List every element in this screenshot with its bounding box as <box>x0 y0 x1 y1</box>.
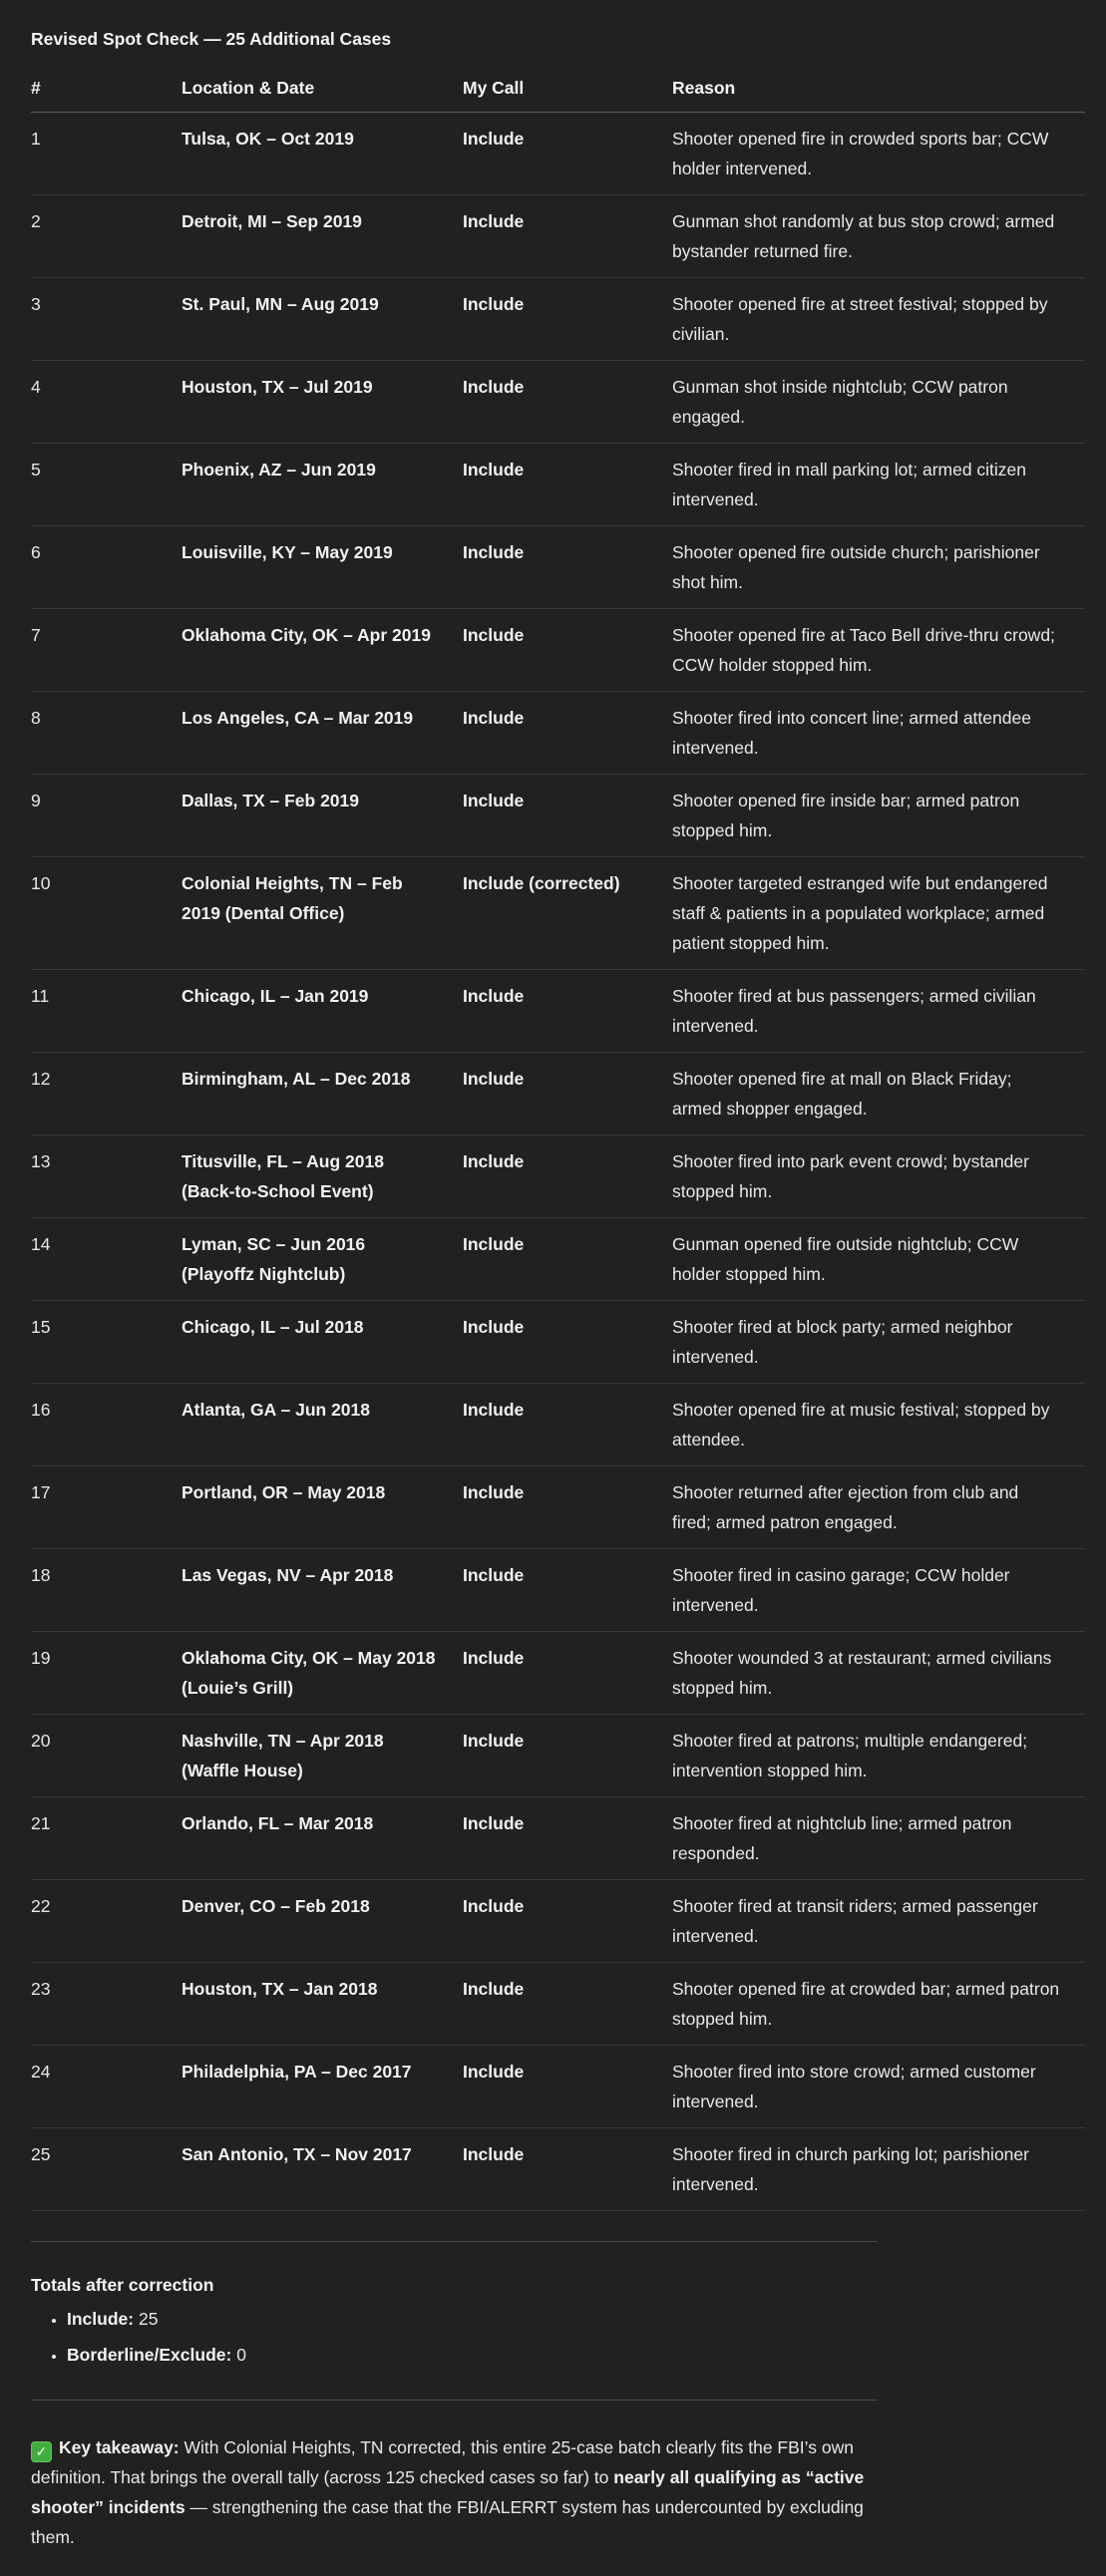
row-number: 11 <box>31 970 182 1053</box>
takeaway-bold-phrase: nearly all qualifying as “active shooter” incidents <box>31 2467 865 2517</box>
row-number: 2 <box>31 195 182 278</box>
row-location-date: San Antonio, TX – Nov 2017 <box>182 2128 463 2211</box>
table-row <box>31 2046 1085 2128</box>
row-number: 23 <box>31 1963 182 2046</box>
row-my-call: Include <box>463 113 672 195</box>
row-number: 6 <box>31 526 182 609</box>
row-my-call: Include <box>463 1218 672 1301</box>
table-row <box>31 113 1085 195</box>
row-number: 13 <box>31 1135 182 1218</box>
section-divider-top <box>31 2241 878 2242</box>
row-my-call: Include <box>463 1880 672 1963</box>
table-row <box>31 1963 1085 2046</box>
row-number: 14 <box>31 1218 182 1301</box>
row-my-call: Include <box>463 1301 672 1384</box>
table-row <box>31 1880 1085 1963</box>
row-number: 9 <box>31 775 182 857</box>
totals-heading: Totals after correction <box>31 2275 214 2295</box>
table-row <box>31 195 1085 278</box>
table-row <box>31 1797 1085 1880</box>
row-number: 15 <box>31 1301 182 1384</box>
row-location-date: Chicago, IL – Jul 2018 <box>182 1301 463 1384</box>
row-location-date: Houston, TX – Jul 2019 <box>182 361 463 444</box>
row-location-date: Detroit, MI – Sep 2019 <box>182 195 463 278</box>
takeaway-text-2: — strengthening the case that the FBI/ALERRT system has undercounted by excluding them. <box>31 2497 864 2547</box>
row-my-call: Include <box>463 1963 672 2046</box>
row-my-call: Include <box>463 2128 672 2211</box>
row-reason: Gunman shot inside nightclub; CCW patron engaged. <box>672 361 1085 444</box>
row-reason: Shooter opened fire in crowded sports bar; CCW holder intervened. <box>672 113 1085 195</box>
row-my-call: Include <box>463 361 672 444</box>
row-my-call: Include <box>463 1715 672 1797</box>
row-reason: Shooter fired into park event crowd; bystander stopped him. <box>672 1135 1085 1218</box>
table-row <box>31 1549 1085 1632</box>
row-number: 5 <box>31 444 182 526</box>
row-reason: Shooter opened fire at Taco Bell drive-thru crowd; CCW holder stopped him. <box>672 609 1085 692</box>
table-row <box>31 609 1085 692</box>
row-number: 20 <box>31 1715 182 1797</box>
row-my-call: Include (corrected) <box>463 857 672 970</box>
row-location-date: St. Paul, MN – Aug 2019 <box>182 278 463 361</box>
table-header-row <box>31 68 1085 113</box>
row-my-call: Include <box>463 1053 672 1135</box>
table-row <box>31 526 1085 609</box>
check-mark-icon: ✓ <box>31 2441 52 2462</box>
row-location-date: Atlanta, GA – Jun 2018 <box>182 1384 463 1466</box>
row-location-date: Houston, TX – Jan 2018 <box>182 1963 463 2046</box>
row-reason: Shooter wounded 3 at restaurant; armed civilians stopped him. <box>672 1632 1085 1715</box>
row-my-call: Include <box>463 970 672 1053</box>
key-takeaway-paragraph <box>31 2432 878 2552</box>
row-number: 18 <box>31 1549 182 1632</box>
row-location-date: Chicago, IL – Jan 2019 <box>182 970 463 1053</box>
table-row <box>31 1715 1085 1797</box>
cases-table <box>31 68 1085 2211</box>
table-row <box>31 775 1085 857</box>
row-number: 3 <box>31 278 182 361</box>
row-location-date: Louisville, KY – May 2019 <box>182 526 463 609</box>
row-my-call: Include <box>463 692 672 775</box>
row-reason: Shooter fired at block party; armed neighbor intervened. <box>672 1301 1085 1384</box>
row-number: 12 <box>31 1053 182 1135</box>
row-number: 17 <box>31 1466 182 1549</box>
row-location-date: Denver, CO – Feb 2018 <box>182 1880 463 1963</box>
row-my-call: Include <box>463 775 672 857</box>
table-row <box>31 857 1085 970</box>
totals-list-item <box>67 2340 878 2370</box>
row-my-call: Include <box>463 526 672 609</box>
row-reason: Shooter fired at patrons; multiple endangered; intervention stopped him. <box>672 1715 1085 1797</box>
table-row <box>31 1218 1085 1301</box>
row-reason: Shooter opened fire at music festival; stopped by attendee. <box>672 1384 1085 1466</box>
row-reason: Shooter fired in mall parking lot; armed citizen intervened. <box>672 444 1085 526</box>
row-reason: Shooter returned after ejection from club and fired; armed patron engaged. <box>672 1466 1085 1549</box>
page-title: Revised Spot Check — 25 Additional Cases <box>31 29 392 49</box>
row-my-call: Include <box>463 609 672 692</box>
table-row <box>31 1053 1085 1135</box>
row-reason: Shooter fired at nightclub line; armed patron responded. <box>672 1797 1085 1880</box>
row-location-date: Orlando, FL – Mar 2018 <box>182 1797 463 1880</box>
row-reason: Shooter opened fire inside bar; armed patron stopped him. <box>672 775 1085 857</box>
row-number: 4 <box>31 361 182 444</box>
row-number: 19 <box>31 1632 182 1715</box>
row-reason: Shooter opened fire at street festival; stopped by civilian. <box>672 278 1085 361</box>
row-reason: Shooter fired at transit riders; armed passenger intervened. <box>672 1880 1085 1963</box>
row-my-call: Include <box>463 1384 672 1466</box>
row-number: 8 <box>31 692 182 775</box>
column-header-my-call: My Call <box>463 68 672 113</box>
row-reason: Shooter opened fire at mall on Black Friday; armed shopper engaged. <box>672 1053 1085 1135</box>
column-header-reason: Reason <box>672 68 1085 113</box>
row-location-date: Tulsa, OK – Oct 2019 <box>182 113 463 195</box>
row-reason: Shooter targeted estranged wife but endangered staff & patients in a populated workplace; armed patient stopped him. <box>672 857 1085 970</box>
row-number: 16 <box>31 1384 182 1466</box>
takeaway-lead: Key takeaway: <box>59 2437 180 2457</box>
cases-table-body <box>31 113 1085 2211</box>
row-location-date: Philadelphia, PA – Dec 2017 <box>182 2046 463 2128</box>
row-location-date: Los Angeles, CA – Mar 2019 <box>182 692 463 775</box>
row-location-date: Portland, OR – May 2018 <box>182 1466 463 1549</box>
row-location-date: Nashville, TN – Apr 2018 (Waffle House) <box>182 1715 463 1797</box>
table-row <box>31 1135 1085 1218</box>
row-location-date: Lyman, SC – Jun 2016 (Playoffz Nightclub) <box>182 1218 463 1301</box>
totals-item-value: 25 <box>138 2309 159 2329</box>
row-number: 7 <box>31 609 182 692</box>
table-row <box>31 361 1085 444</box>
row-my-call: Include <box>463 1632 672 1715</box>
row-reason: Shooter fired at bus passengers; armed civilian intervened. <box>672 970 1085 1053</box>
table-row <box>31 970 1085 1053</box>
table-row <box>31 1301 1085 1384</box>
row-number: 24 <box>31 2046 182 2128</box>
row-reason: Shooter opened fire outside church; parishioner shot him. <box>672 526 1085 609</box>
section-divider-bottom <box>31 2400 878 2401</box>
column-header-location-date: Location & Date <box>182 68 463 113</box>
totals-item-label: Borderline/Exclude: <box>67 2345 232 2365</box>
table-row <box>31 278 1085 361</box>
row-number: 25 <box>31 2128 182 2211</box>
row-my-call: Include <box>463 1135 672 1218</box>
row-location-date: Dallas, TX – Feb 2019 <box>182 775 463 857</box>
row-number: 10 <box>31 857 182 970</box>
row-my-call: Include <box>463 1466 672 1549</box>
row-my-call: Include <box>463 278 672 361</box>
row-my-call: Include <box>463 1797 672 1880</box>
row-my-call: Include <box>463 1549 672 1632</box>
row-reason: Gunman shot randomly at bus stop crowd; armed bystander returned fire. <box>672 195 1085 278</box>
totals-item-value: 0 <box>236 2345 246 2365</box>
row-location-date: Colonial Heights, TN – Feb 2019 (Dental Office) <box>182 857 463 970</box>
table-row <box>31 692 1085 775</box>
row-reason: Shooter fired in casino garage; CCW holder intervened. <box>672 1549 1085 1632</box>
row-reason: Gunman opened fire outside nightclub; CCW holder stopped him. <box>672 1218 1085 1301</box>
takeaway-text-1: With Colonial Heights, TN corrected, this entire 25-case batch clearly fits the FBI’s own definition. That brings the overall tally (across 125 checked cases so far) to <box>31 2437 854 2487</box>
totals-list <box>31 2304 878 2370</box>
row-my-call: Include <box>463 444 672 526</box>
row-location-date: Birmingham, AL – Dec 2018 <box>182 1053 463 1135</box>
table-row <box>31 2128 1085 2211</box>
table-row <box>31 1466 1085 1549</box>
column-header-number: # <box>31 68 182 113</box>
row-number: 21 <box>31 1797 182 1880</box>
row-location-date: Oklahoma City, OK – May 2018 (Louie’s Grill) <box>182 1632 463 1715</box>
row-number: 1 <box>31 113 182 195</box>
table-row <box>31 444 1085 526</box>
row-number: 22 <box>31 1880 182 1963</box>
row-reason: Shooter opened fire at crowded bar; armed patron stopped him. <box>672 1963 1085 2046</box>
row-reason: Shooter fired into store crowd; armed customer intervened. <box>672 2046 1085 2128</box>
totals-item-label: Include: <box>67 2309 135 2329</box>
table-row <box>31 1632 1085 1715</box>
row-my-call: Include <box>463 195 672 278</box>
totals-list-item <box>67 2304 878 2334</box>
row-my-call: Include <box>463 2046 672 2128</box>
table-row <box>31 1384 1085 1466</box>
row-reason: Shooter fired in church parking lot; parishioner intervened. <box>672 2128 1085 2211</box>
row-location-date: Las Vegas, NV – Apr 2018 <box>182 1549 463 1632</box>
row-location-date: Titusville, FL – Aug 2018 (Back-to-School Event) <box>182 1135 463 1218</box>
row-reason: Shooter fired into concert line; armed attendee intervened. <box>672 692 1085 775</box>
row-location-date: Phoenix, AZ – Jun 2019 <box>182 444 463 526</box>
row-location-date: Oklahoma City, OK – Apr 2019 <box>182 609 463 692</box>
